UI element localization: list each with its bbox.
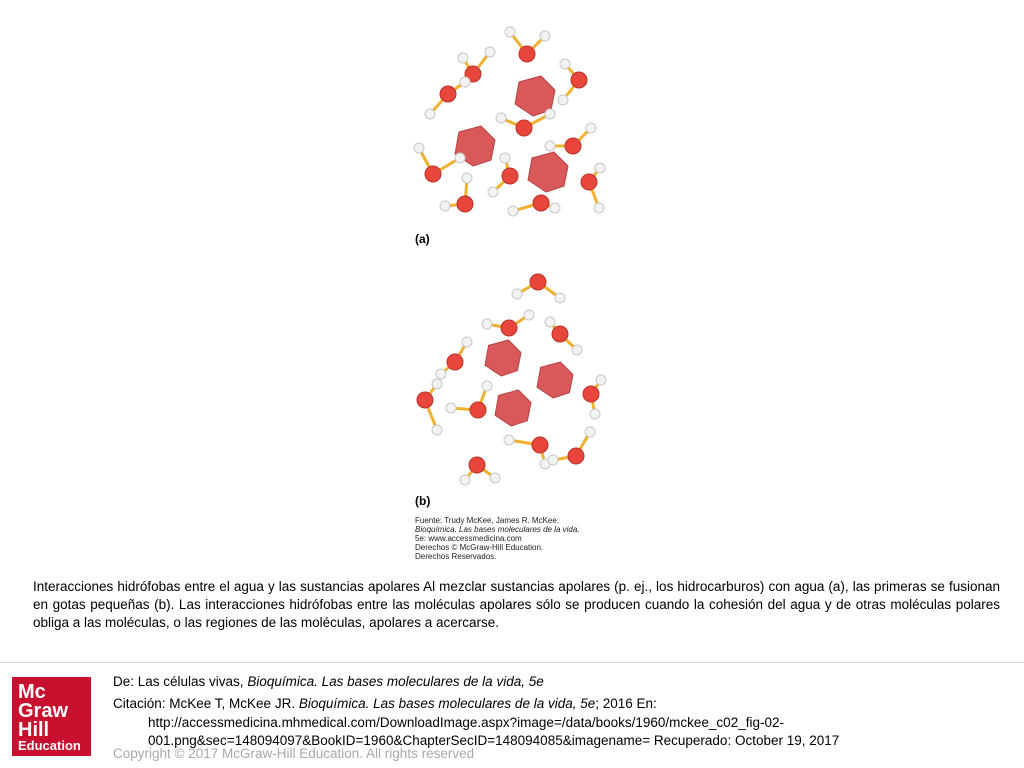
source-line: Derechos Reservados. <box>415 552 497 561</box>
hydrogen-atom <box>540 31 550 41</box>
hydrogen-atom <box>550 203 560 213</box>
source-book-line: De: Las células vivas, Bioquímica. Las bases moleculares de la vida, 5e <box>113 674 544 689</box>
oxygen-atom <box>565 138 581 154</box>
hydrogen-atom <box>585 427 595 437</box>
footer-divider <box>0 662 1024 663</box>
oxygen-atom <box>533 195 549 211</box>
oxygen-atom <box>469 457 485 473</box>
logo-line: Education <box>18 738 81 753</box>
logo-line: Mc <box>18 681 46 703</box>
hydrogen-atom <box>586 123 596 133</box>
oxygen-atom <box>552 326 568 342</box>
oxygen-atom <box>530 274 546 290</box>
hydrogen-atom <box>545 317 555 327</box>
hydrogen-atom <box>440 201 450 211</box>
hydrogen-atom <box>545 141 555 151</box>
hydrogen-atom <box>462 173 472 183</box>
hydrogen-atom <box>496 113 506 123</box>
hydrogen-atom <box>595 163 605 173</box>
hydrogen-atom <box>488 187 498 197</box>
oxygen-atom <box>519 46 535 62</box>
hydrogen-atom <box>485 47 495 57</box>
oxygen-atom <box>440 86 456 102</box>
oxygen-atom <box>571 72 587 88</box>
hydrogen-atom <box>446 403 456 413</box>
hydrogen-atom <box>482 381 492 391</box>
hydrogen-atom <box>455 153 465 163</box>
source-line: Fuente: Trudy McKee, James R. McKee: <box>415 516 560 525</box>
citation-url[interactable]: http://accessmedicina.mhmedical.com/DownloadImage.aspx?image=/data/books/1960/mckee_c02_fig-02-001.png&sec=148094097&BookID=1960&ChapterSecID=148094085&imagename= Recuperado: October 19, 2017 <box>148 715 840 748</box>
hydrophobic-figure <box>405 18 620 568</box>
hydrogen-atom <box>425 109 435 119</box>
panel-a-illustration <box>405 18 620 228</box>
apolar-molecule <box>537 362 573 398</box>
hydrogen-atom <box>432 425 442 435</box>
hydrogen-atom <box>558 95 568 105</box>
oxygen-atom <box>457 196 473 212</box>
source-line: Derechos © McGraw-Hill Education. <box>415 543 544 552</box>
hydrogen-atom <box>524 310 534 320</box>
hydrogen-atom <box>545 109 555 119</box>
hydrogen-atom <box>500 153 510 163</box>
logo-line: Graw <box>18 700 69 722</box>
hydrogen-atom <box>504 435 514 445</box>
oxygen-atom <box>583 386 599 402</box>
logo-line: Hill <box>18 719 50 741</box>
hydrogen-atom <box>460 475 470 485</box>
hydrogen-atom <box>414 143 424 153</box>
hydrogen-atom <box>560 59 570 69</box>
hydrogen-atom <box>596 375 606 385</box>
mcgraw-hill-logo <box>12 677 91 756</box>
apolar-molecule <box>495 390 531 426</box>
oxygen-atom <box>516 120 532 136</box>
panel-b-label: (b) <box>415 494 431 508</box>
oxygen-atom <box>470 402 486 418</box>
hydrogen-atom <box>555 293 565 303</box>
hydrogen-atom <box>590 409 600 419</box>
apolar-molecule <box>485 340 521 376</box>
hydrogen-atom <box>432 379 442 389</box>
apolar-molecule <box>528 152 568 192</box>
hydrogen-atom <box>460 77 470 87</box>
oxygen-atom <box>568 448 584 464</box>
oxygen-atom <box>501 320 517 336</box>
hydrogen-atom <box>505 27 515 37</box>
citation-line: Citación: McKee T, McKee JR. Bioquímica. Las bases moleculares de la vida, 5e; 2016 En: <box>113 696 657 711</box>
hydrogen-atom <box>462 337 472 347</box>
hydrogen-atom <box>594 203 604 213</box>
hydrogen-atom <box>548 455 558 465</box>
figure-source-note <box>415 516 580 561</box>
oxygen-atom <box>581 174 597 190</box>
oxygen-atom <box>425 166 441 182</box>
oxygen-atom <box>532 437 548 453</box>
copyright-notice: Copyright © 2017 McGraw-Hill Education. All rights reserved <box>113 746 475 761</box>
source-line: 5e: www.accessmedicina.com <box>415 534 522 543</box>
hydrogen-atom <box>512 289 522 299</box>
oxygen-atom <box>417 392 433 408</box>
figure-caption: Interacciones hidrófobas entre el agua y las sustancias apolares Al mezclar sustancias apolares (p. ej., los hidrocarburos) con agua (a), las primeras se fusionan en gotas pequeñas (b). Las interacciones hidrófobas entre las moléculas apolares sólo se producen cuando la cohesión del agua y de otras moléculas polares obliga a las moléculas, o las regiones de las moléculas, apolares a acercarse. <box>33 579 1000 630</box>
hydrogen-atom <box>482 319 492 329</box>
oxygen-atom <box>502 168 518 184</box>
source-line: Bioquímica. Las bases moleculares de la vida, <box>415 525 580 534</box>
hydrogen-atom <box>436 369 446 379</box>
hydrogen-atom <box>490 473 500 483</box>
panel-a-label: (a) <box>415 232 430 246</box>
panel-b-illustration <box>405 270 620 490</box>
hydrogen-atom <box>458 53 468 63</box>
hydrogen-atom <box>572 345 582 355</box>
hydrogen-atom <box>508 206 518 216</box>
oxygen-atom <box>447 354 463 370</box>
